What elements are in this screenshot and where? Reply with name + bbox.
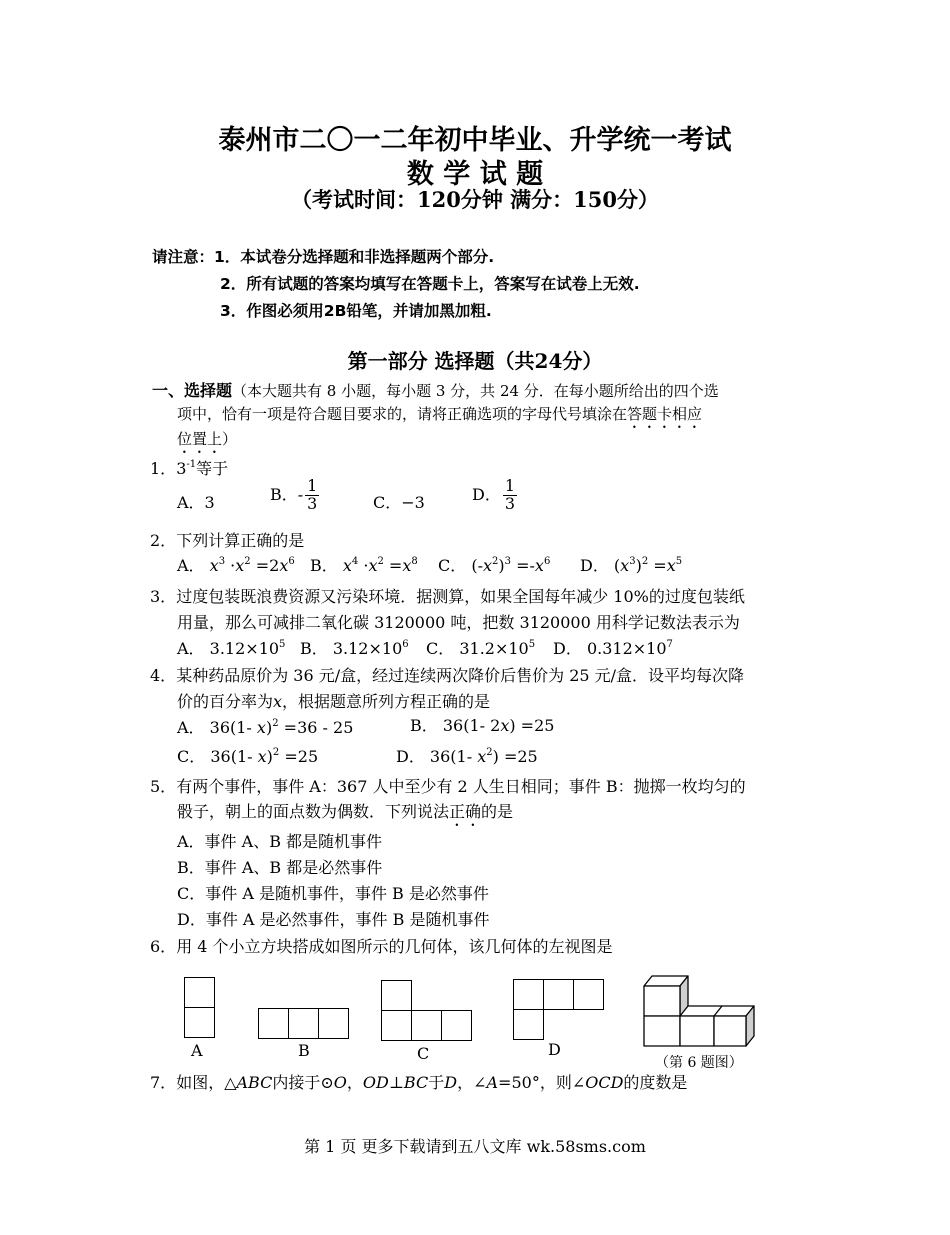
question-text: 内接于⊙ bbox=[272, 1073, 334, 1092]
q4-option-a: A． 36(1- x)$^2$ =36 - 25 bbox=[177, 718, 354, 737]
view-square bbox=[288, 1008, 319, 1039]
view-square bbox=[381, 980, 412, 1011]
question-4-stem-line-1 bbox=[150, 663, 744, 686]
emphasis-text: 正确 bbox=[449, 802, 482, 821]
cube-top-face bbox=[680, 1006, 754, 1016]
fraction bbox=[305, 478, 319, 513]
notice-item: 1．本试卷分选择题和非选择题两个部分. bbox=[214, 248, 495, 266]
emphasis-text: 答题卡相应 bbox=[627, 405, 703, 423]
question-number: 6． bbox=[150, 937, 177, 956]
question-3-stem-line-2: 用量，那么可减排二氧化碳 3120000 吨，把数 3120000 用科学记数法表示为 bbox=[177, 613, 740, 632]
math-symbol: ABC bbox=[236, 1073, 273, 1092]
question-text: 骰子，朝上的面点数为偶数．下列说法 bbox=[177, 802, 450, 821]
view-square bbox=[318, 1008, 349, 1039]
math-symbol: OD bbox=[362, 1073, 389, 1092]
question-number: 4． bbox=[150, 666, 177, 685]
q1-option-d bbox=[472, 478, 519, 513]
question-text: 下列计算正确的是 bbox=[176, 531, 305, 550]
q2-option-c: C． $(-x^2)^3 =-x^6$ bbox=[438, 556, 551, 575]
notice-item: 2．所有试题的答案均填写在答题卡上，答案写在试卷上无效. bbox=[220, 275, 640, 293]
exponent: 5 bbox=[279, 639, 286, 650]
q3-option-b bbox=[300, 636, 409, 659]
q3-option-d bbox=[553, 636, 673, 659]
variable: x bbox=[273, 692, 283, 711]
view-square bbox=[184, 1007, 215, 1038]
subject-title: 数 学 试 题 bbox=[406, 159, 544, 190]
instruction-text: （本大题共有 8 小题，每小题 3 分，共 24 分．在每小题所给出的四个选 bbox=[232, 382, 719, 400]
option-label: D． bbox=[580, 556, 609, 575]
math-symbol: BC bbox=[403, 1073, 429, 1092]
view-square bbox=[258, 1008, 289, 1039]
denominator: 3 bbox=[504, 493, 516, 513]
q5-option-b: B．事件 A、B 都是必然事件 bbox=[177, 858, 383, 877]
q6-figure-d bbox=[513, 979, 607, 1042]
question-7-stem bbox=[150, 1070, 687, 1093]
question-text: ，∠ bbox=[457, 1073, 487, 1092]
notice-prefix: 请注意： bbox=[152, 248, 215, 266]
option-value: 31.2×10 bbox=[459, 639, 529, 658]
exponent: 5 bbox=[528, 639, 536, 650]
q6-figure-caption: （第 6 题图） bbox=[655, 1055, 743, 1071]
option-label: D． bbox=[553, 639, 582, 658]
option-label: D． bbox=[472, 484, 501, 504]
part-heading: 第一部分 选择题（共24分） bbox=[347, 349, 603, 373]
q6-figure-c bbox=[381, 980, 475, 1043]
view-square bbox=[184, 977, 215, 1008]
notice-line-1 bbox=[152, 245, 494, 267]
denominator: 3 bbox=[307, 493, 318, 513]
question-5-stem-line-2 bbox=[177, 799, 513, 830]
numerator: 1 bbox=[307, 476, 318, 495]
q1-option-a: A．3 bbox=[177, 493, 215, 512]
q1-exponent: -1 bbox=[186, 459, 197, 470]
numerator: 1 bbox=[504, 476, 516, 495]
math-symbol: OCD bbox=[585, 1073, 624, 1092]
q1-option-b bbox=[270, 478, 321, 513]
question-1-stem bbox=[150, 456, 228, 479]
q4-option-b: B． 36(1- 2x) =25 bbox=[410, 716, 555, 735]
page-footer: 第 1 页 更多下载请到五八文库 wk.58sms.com bbox=[304, 1137, 646, 1156]
exponent: 7 bbox=[666, 639, 673, 650]
option-label: B． bbox=[410, 716, 438, 735]
question-6-stem bbox=[150, 934, 613, 957]
instruction-text: ） bbox=[222, 430, 238, 448]
question-text: 过度包装既浪费资源又污染环境．据测算，如果全国每年减少 10%的过度包装纸 bbox=[176, 587, 745, 606]
question-number: 7． bbox=[150, 1073, 177, 1092]
option-label: B． bbox=[310, 556, 338, 575]
exam-info: （考试时间：120分钟 满分：150分） bbox=[291, 187, 659, 212]
q6-figure-b bbox=[258, 1008, 352, 1040]
exam-title: 泰州市二〇一二年初中毕业、升学统一考试 bbox=[218, 125, 732, 156]
emphasis-text: 位置上 bbox=[177, 430, 223, 448]
q2-option-d: D． $(x^3)^2 =x^5$ bbox=[580, 556, 683, 575]
q6-solid-figure bbox=[640, 972, 762, 1050]
question-text: 的度数是 bbox=[623, 1073, 688, 1092]
math-symbol: O bbox=[333, 1073, 347, 1092]
question-text: 某种药品原价为 36 元/盒，经过连续两次降价后售价为 25 元/盒．设平均每次降 bbox=[176, 666, 745, 685]
option-label: A． bbox=[177, 639, 205, 658]
cube-front-face bbox=[644, 1016, 680, 1046]
q5-option-c: C．事件 A 是随机事件，事件 B 是必然事件 bbox=[177, 884, 489, 903]
fraction bbox=[503, 478, 517, 513]
math-symbol: D bbox=[444, 1073, 458, 1092]
cube-front-face bbox=[680, 1016, 714, 1046]
q6-label-b: B bbox=[298, 1041, 310, 1060]
question-text: ，根据题意所列方程正确的是 bbox=[282, 692, 491, 711]
option-value: 3.12×10 bbox=[332, 639, 403, 658]
cube-front-face bbox=[644, 986, 680, 1016]
view-square bbox=[441, 1010, 472, 1041]
option-label: B． bbox=[270, 484, 298, 504]
q4-option-d: D． 36(1- $x^2) =25$ bbox=[396, 747, 538, 766]
question-number: 2． bbox=[150, 531, 177, 550]
q5-option-d: D．事件 A 是必然事件，事件 B 是随机事件 bbox=[177, 910, 490, 929]
q6-label-d: D bbox=[548, 1040, 561, 1059]
notice-item: 3．作图必须用2B铅笔，并请加黑加粗. bbox=[220, 302, 492, 320]
q2-option-a: A． $x^3 \cdot x^2 =2x^6$ bbox=[177, 556, 295, 575]
option-label: D． bbox=[396, 747, 425, 766]
instruction-text: 项中，恰有一项是符合题目要求的，请将正确选项的字母代号填涂在 bbox=[177, 405, 628, 423]
view-square bbox=[543, 979, 574, 1010]
question-text: 有两个事件，事件 A：367 人中至少有 2 人生日相同；事件 B：抛掷一枚均匀的 bbox=[176, 777, 746, 796]
question-2-stem bbox=[150, 528, 304, 551]
question-text: 价的百分率为 bbox=[177, 692, 274, 711]
question-text: 于 bbox=[428, 1073, 445, 1092]
q2-option-b: B． $x^4 \cdot x^2 =x^8$ bbox=[310, 556, 418, 575]
question-text: =50°，则∠ bbox=[498, 1073, 586, 1092]
math-symbol: A bbox=[486, 1073, 499, 1092]
view-square bbox=[513, 1009, 544, 1040]
question-3-stem-line-1 bbox=[150, 584, 745, 607]
q4-option-c: C． 36(1- x)$^2$ =25 bbox=[177, 747, 319, 766]
option-label: A． bbox=[177, 718, 205, 737]
q5-option-a: A．事件 A、B 都是随机事件 bbox=[177, 832, 383, 851]
question-number: 5． bbox=[150, 777, 177, 796]
question-text: 的是 bbox=[481, 802, 514, 821]
q6-figure-a bbox=[184, 977, 216, 1039]
section-instructions-line-2 bbox=[177, 403, 702, 432]
option-value: 0.312×10 bbox=[586, 639, 667, 658]
option-label: C． bbox=[426, 639, 455, 658]
q3-option-a bbox=[177, 636, 285, 659]
section-label: 一、选择题 bbox=[152, 381, 233, 400]
question-text: ， bbox=[346, 1073, 363, 1092]
question-text: 用 4 个小立方块搭成如图所示的几何体，该几何体的左视图是 bbox=[176, 937, 613, 956]
view-square bbox=[381, 1010, 412, 1041]
view-square bbox=[411, 1010, 442, 1041]
question-4-stem-line-2 bbox=[177, 689, 490, 712]
option-label: A． bbox=[177, 556, 205, 575]
question-number: 1． bbox=[150, 459, 177, 478]
q1-text: 等于 bbox=[196, 459, 229, 478]
minus-sign: - bbox=[297, 484, 304, 504]
view-square bbox=[573, 979, 604, 1010]
q6-label-c: C bbox=[417, 1044, 430, 1063]
q1-base: 3 bbox=[176, 459, 187, 478]
q6-label-a: A bbox=[191, 1041, 203, 1060]
option-value: 3.12×10 bbox=[209, 639, 280, 658]
cube-front-face bbox=[714, 1016, 746, 1046]
question-number: 3． bbox=[150, 587, 177, 606]
option-label: B． bbox=[300, 639, 328, 658]
view-square bbox=[513, 979, 544, 1010]
option-label: C． bbox=[438, 556, 467, 575]
q3-option-c bbox=[426, 636, 535, 659]
exponent: 6 bbox=[402, 639, 409, 650]
option-label: C． bbox=[177, 747, 206, 766]
section-instructions-line-1 bbox=[152, 378, 719, 401]
q1-option-c: C．−3 bbox=[373, 493, 425, 512]
section-instructions-line-3 bbox=[177, 428, 237, 457]
question-text: 如图，△ bbox=[176, 1073, 237, 1092]
question-5-stem-line-1 bbox=[150, 774, 746, 797]
question-text: ⊥ bbox=[388, 1073, 404, 1092]
